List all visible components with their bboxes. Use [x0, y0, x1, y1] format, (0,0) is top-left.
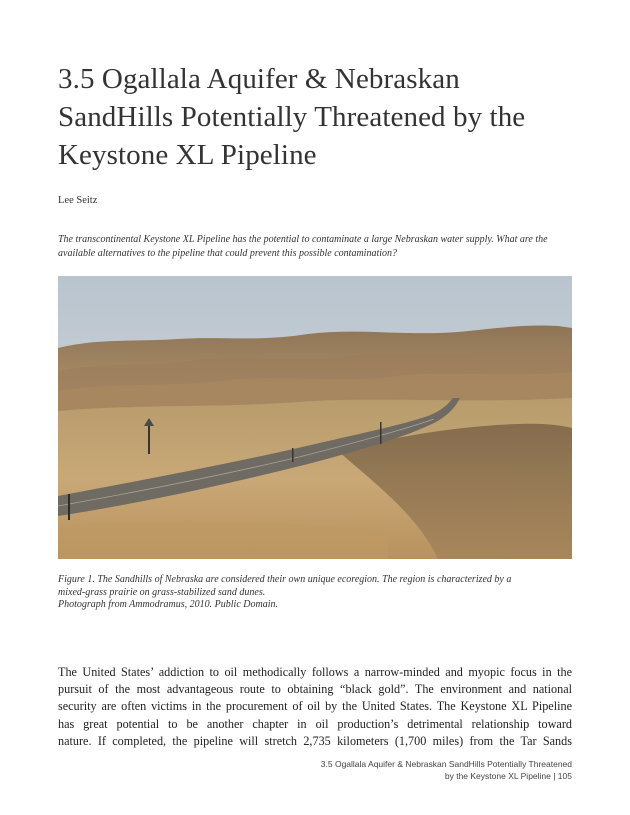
body-line: pursuit of the most advantageous route to obtaining “black gold”. The environment and national	[58, 682, 572, 697]
abstract-line: available alternatives to the pipeline that could prevent this possible contamination?	[58, 248, 398, 259]
figure-caption	[58, 574, 578, 612]
abstract-line: The transcontinental Keystone XL Pipeline has the potential to contaminate a large Nebraskan water supply. What are the	[58, 234, 548, 245]
chapter-title-line: 3.5 Ogallala Aquifer & Nebraskan	[58, 63, 460, 95]
body-line: nature. If completed, the pipeline will stretch 2,735 kilometers (1,700 miles) from the Tar Sands	[58, 733, 572, 748]
footer-page-number: by the Keystone XL Pipeline | 105	[444, 771, 572, 781]
chapter-title	[58, 60, 578, 174]
author-name: Lee Seitz	[58, 195, 98, 206]
body-line: The United States’ addiction to oil methodically follows a narrow-minded and myopic focus in the	[58, 665, 572, 679]
chapter-title-line: SandHills Potentially Threatened by the	[58, 101, 526, 133]
sandhills-photo	[58, 276, 572, 559]
body-line: has great potential to be another chapter in oil production’s detrimental relationship toward	[58, 716, 572, 731]
caption-line: mixed-grass prairie on grass-stabilized sand dunes.	[58, 586, 266, 598]
footer-running-title: 3.5 Ogallala Aquifer & Nebraskan SandHills Potentially Threatened	[320, 759, 572, 769]
page-footer	[321, 758, 572, 782]
body-paragraph	[58, 664, 572, 750]
caption-line: Figure 1. The Sandhills of Nebraska are considered their own unique ecoregion. The region is characterized by a	[58, 574, 512, 585]
chapter-title-line: Keystone XL Pipeline	[58, 139, 317, 171]
chapter-abstract	[58, 233, 578, 261]
caption-line: Photograph from Ammodramus, 2010. Public Domain.	[58, 599, 278, 610]
body-line: security are often victims in the procurement of oil by the United States. The Keystone XL Pipeline	[58, 699, 572, 714]
